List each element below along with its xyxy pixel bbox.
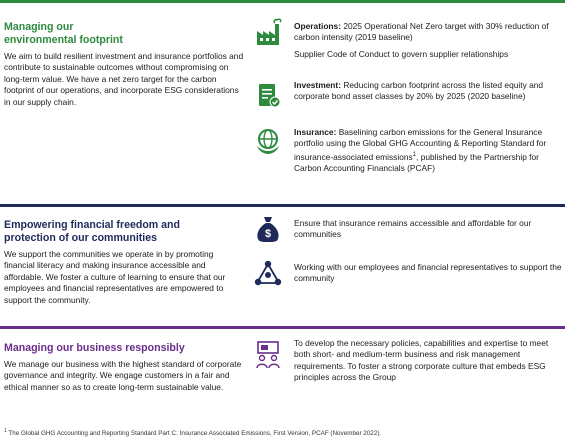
- section-responsibility: [0, 326, 565, 421]
- section-body: We support the communities we operate in by promoting financial literacy and making insurance accessible and affordable. We foster a culture of learning to ensure that our employees and financial representatives are empowered to support the community.: [4, 249, 226, 305]
- document-checklist-icon: [253, 80, 283, 110]
- people-network-icon: [253, 259, 283, 289]
- insurance-text: [294, 127, 562, 174]
- item-text: Baselining carbon emissions for the General Insurance portfolio using the Global GHG Accounting & Reporting Standard for insurance-associated emissions: [294, 127, 547, 162]
- heading-line: Managing our business responsibly: [4, 342, 185, 354]
- item-text: Reducing carbon footprint across the listed equity and corporate bond asset classes by 20% by 2025 (2020 baseline): [294, 80, 544, 102]
- item-text-secondary: Supplier Code of Conduct to govern supplier relationships: [294, 48, 509, 59]
- section-environmental: [0, 0, 565, 200]
- section-body: We manage our business with the highest standard of corporate governance and integrity. We engage customers in a fair and ethical manner so as to create long-term sustainable value.: [4, 359, 242, 392]
- factory-icon: [253, 18, 283, 48]
- community-text: Working with our employees and financial representatives to support the community: [294, 262, 562, 284]
- heading-line: Managing our: [4, 21, 74, 33]
- operations-text: [294, 21, 562, 60]
- presentation-people-icon: [253, 340, 283, 370]
- footnote: [4, 428, 381, 437]
- item-text-continued: , published by the Partnership for Carbon Accounting Financials (PCAF): [294, 151, 539, 174]
- heading-line: environmental footprint: [4, 34, 123, 46]
- item-label: Insurance:: [294, 127, 337, 137]
- section-heading: [4, 21, 244, 47]
- footnote-text: The Global GHG Accounting and Reporting Standard Part C: Insurance Associated Emissions, First Version, PCAF (November 2022).: [8, 430, 382, 438]
- footnote-mark: 1: [4, 428, 7, 434]
- section-heading: [4, 342, 244, 355]
- globe-leaf-icon: [253, 126, 283, 156]
- section-body: We aim to build resilient investment and insurance portfolios and contribute to sustainable outcomes without compromising on long-term value. We have a net zero target for the carbon footprint of our operations, and incorporate ESG considerations in our supply chain.: [4, 51, 244, 107]
- footnote-marker: 1: [412, 151, 417, 158]
- money-bag-icon: [253, 214, 283, 244]
- governance-text: To develop the necessary policies, capabilities and expertise to meet both short- and medium-term business and risk management requirements. To foster a strong corporate culture that embeds ESG principles across the Group: [294, 338, 549, 383]
- item-text: 2025 Operational Net Zero target with 30% reduction of carbon intensity (2019 baseline): [294, 21, 549, 43]
- investment-text: [294, 80, 562, 103]
- accessibility-text: Ensure that insurance remains accessible and affordable for our communities: [294, 218, 532, 240]
- item-label: Operations:: [294, 21, 341, 31]
- item-label: Investment:: [294, 80, 342, 90]
- section-communities: [0, 204, 565, 324]
- heading-line: protection of our communities: [4, 232, 158, 244]
- heading-line: Empowering financial freedom and: [4, 219, 181, 231]
- svg-text:$: $: [264, 228, 272, 240]
- section-heading: [4, 219, 244, 245]
